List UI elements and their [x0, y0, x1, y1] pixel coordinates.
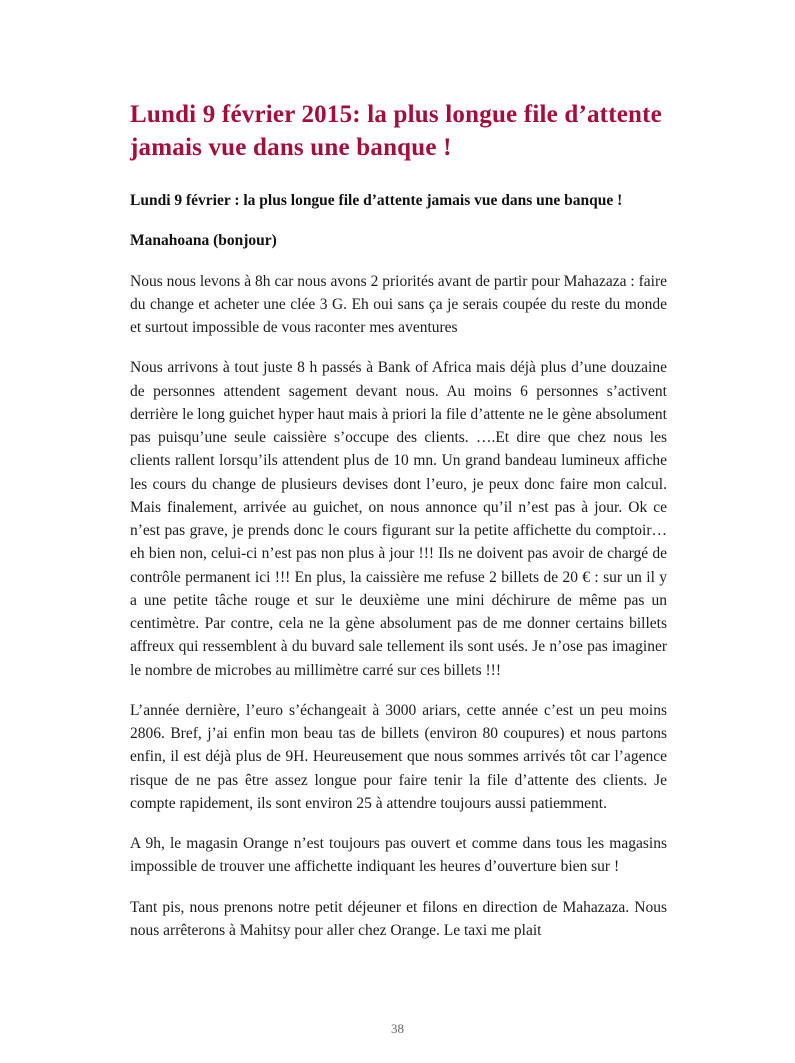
paragraph-3: L’année dernière, l’euro s’échangeait à 3000 ariars, cette année c’est un peu moins 2806. Bref, j’ai enfin mon beau tas de billets (environ 80 coupures) et nous partons enfin, il est déjà plus de 9H. Heureusement que nous sommes arrivés tôt car l’agence risque de ne pas être assez longue pour faire tenir la file d’attente des clients. Je compte rapidement, ils sont environ 25 à attendre toujours aussi patiemment.	[130, 701, 667, 812]
greeting-heading: Manahoana (bonjour)	[130, 231, 277, 249]
page-number: 38	[391, 1021, 404, 1036]
paragraph-5: Tant pis, nous prenons notre petit déjeuner et filons en direction de Mahazaza. Nous nous arrêterons à Mahitsy pour aller chez Orange. Le taxi me plait	[130, 898, 667, 939]
paragraph-2: Nous arrivons à tout juste 8 h passés à Bank of Africa mais déjà plus d’une douzaine de personnes attendent sagement devant nous. Au moins 6 personnes s’activent derrière le long guichet hyper haut mais à priori la file d’attente ne le gène absolument pas puisqu’une seule caissière s’occupe des clients. ….Et dire que chez nous les clients rallent lorsqu’ils attendent plus de 10 mn. Un grand bandeau lumineux affiche les cours du change de plusieurs devises dont l’euro, je peux donc faire mon calcul. Mais finalement, arrivée au guichet, on nous annonce qu’il n’est pas à jour. Ok ce n’est pas grave, je prends donc le cours figurant sur la petite affichette du comptoir…eh bien non, celui-ci n’est pas non plus à jour !!! Ils ne doivent pas avoir de chargé de contrôle permanent ici !!! En plus, la caissière me refuse 2 billets de 20 € : sur un il y a une petite tâche rouge et sur le deuxième une mini déchirure de même pas un centimètre. Par contre, cela ne la gène absolument pas de me donner certains billets affreux qui ressemblent à du buvard sale tellement ils sont usés. Je n’ose pas imaginer le nombre de microbes au millimètre carré sur ces billets !!!	[130, 359, 667, 679]
page-title: Lundi 9 février 2015: la plus longue file d’attente jamais vue dans une banque !	[130, 101, 662, 161]
document-content	[130, 98, 667, 959]
document-subtitle: Lundi 9 février : la plus longue file d’attente jamais vue dans une banque !	[130, 192, 623, 209]
paragraph-4: A 9h, le magasin Orange n’est toujours pas ouvert et comme dans tous les magasins impossible de trouver une affichette indiquant les heures d’ouverture bien sur !	[130, 835, 667, 876]
paragraph-1: Nous nous levons à 8h car nous avons 2 priorités avant de partir pour Mahazaza : faire du change et acheter une clée 3 G. Eh oui sans ça je serais coupée du reste du monde et surtout impossible de vous raconter mes aventures	[130, 272, 667, 337]
